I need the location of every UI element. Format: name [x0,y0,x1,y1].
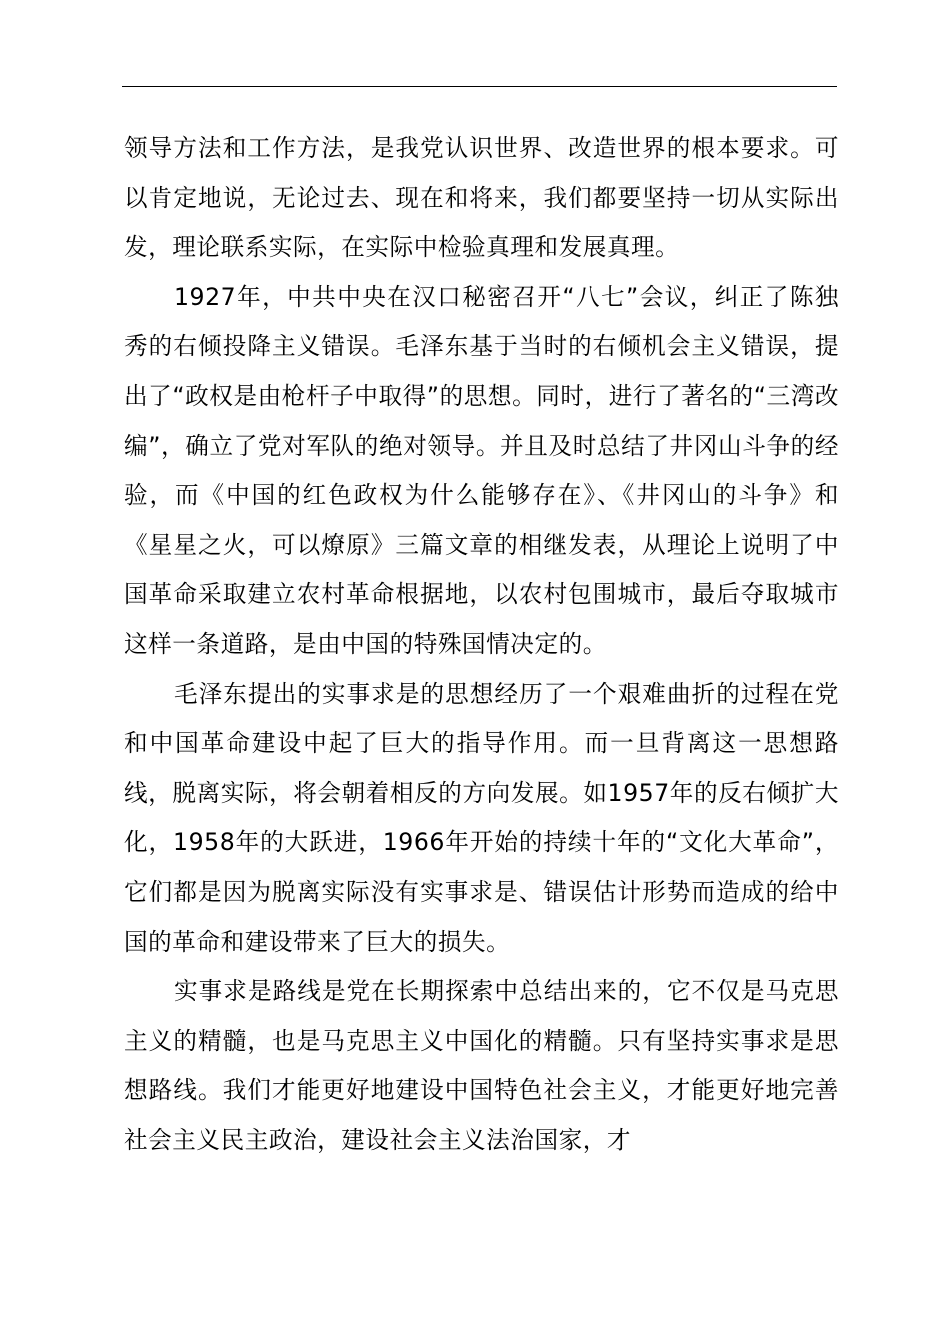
paragraph-continued: 领导方法和工作方法，是我党认识世界、改造世界的根本要求。可以肯定地说，无论过去、现在和将来，我们都要坚持一切从实际出发，理论联系实际，在实际中检验真理和发展真理。 [124,134,839,262]
paragraph-mao-thought: 毛泽东提出的实事求是的思想经历了一个艰难曲折的过程在党和中国革命建设中起了巨大的指导作用。而一旦背离这一思想路线，脱离实际，将会朝着相反的方向发展。如1957年的反右倾扩大化，1958年的大跃进，1966年开始的持续十年的“文化大革命”，它们都是因为脱离实际没有实事求是、错误估计形势而造成的给中国的革命和建设带来了巨大的损失。 [124,679,839,956]
header-rule [122,86,837,87]
document-body [124,124,839,1165]
paragraph-seeking-truth: 实事求是路线是党在长期探索中总结出来的，它不仅是马克思主义的精髓，也是马克思主义中国化的精髓。只有坚持实事求是思想路线。我们才能更好地建设中国特色社会主义，才能更好地完善社会主义民主政治，建设社会主义法治国家，才 [124,977,839,1154]
paragraph-1927-meeting: 1927年，中共中央在汉口秘密召开“八七”会议，纠正了陈独秀的右倾投降主义错误。毛泽东基于当时的右倾机会主义错误，提出了“政权是由枪杆子中取得”的思想。同时，进行了著名的“三湾改编”，确立了党对军队的绝对领导。并且及时总结了井冈山斗争的经验，而《中国的红色政权为什么能够存在》、《井冈山的斗争》和《星星之火，可以燎原》三篇文章的相继发表，从理论上说明了中国革命采取建立农村革命根据地，以农村包围城市，最后夺取城市这样一条道路，是由中国的特殊国情决定的。 [124,282,839,658]
